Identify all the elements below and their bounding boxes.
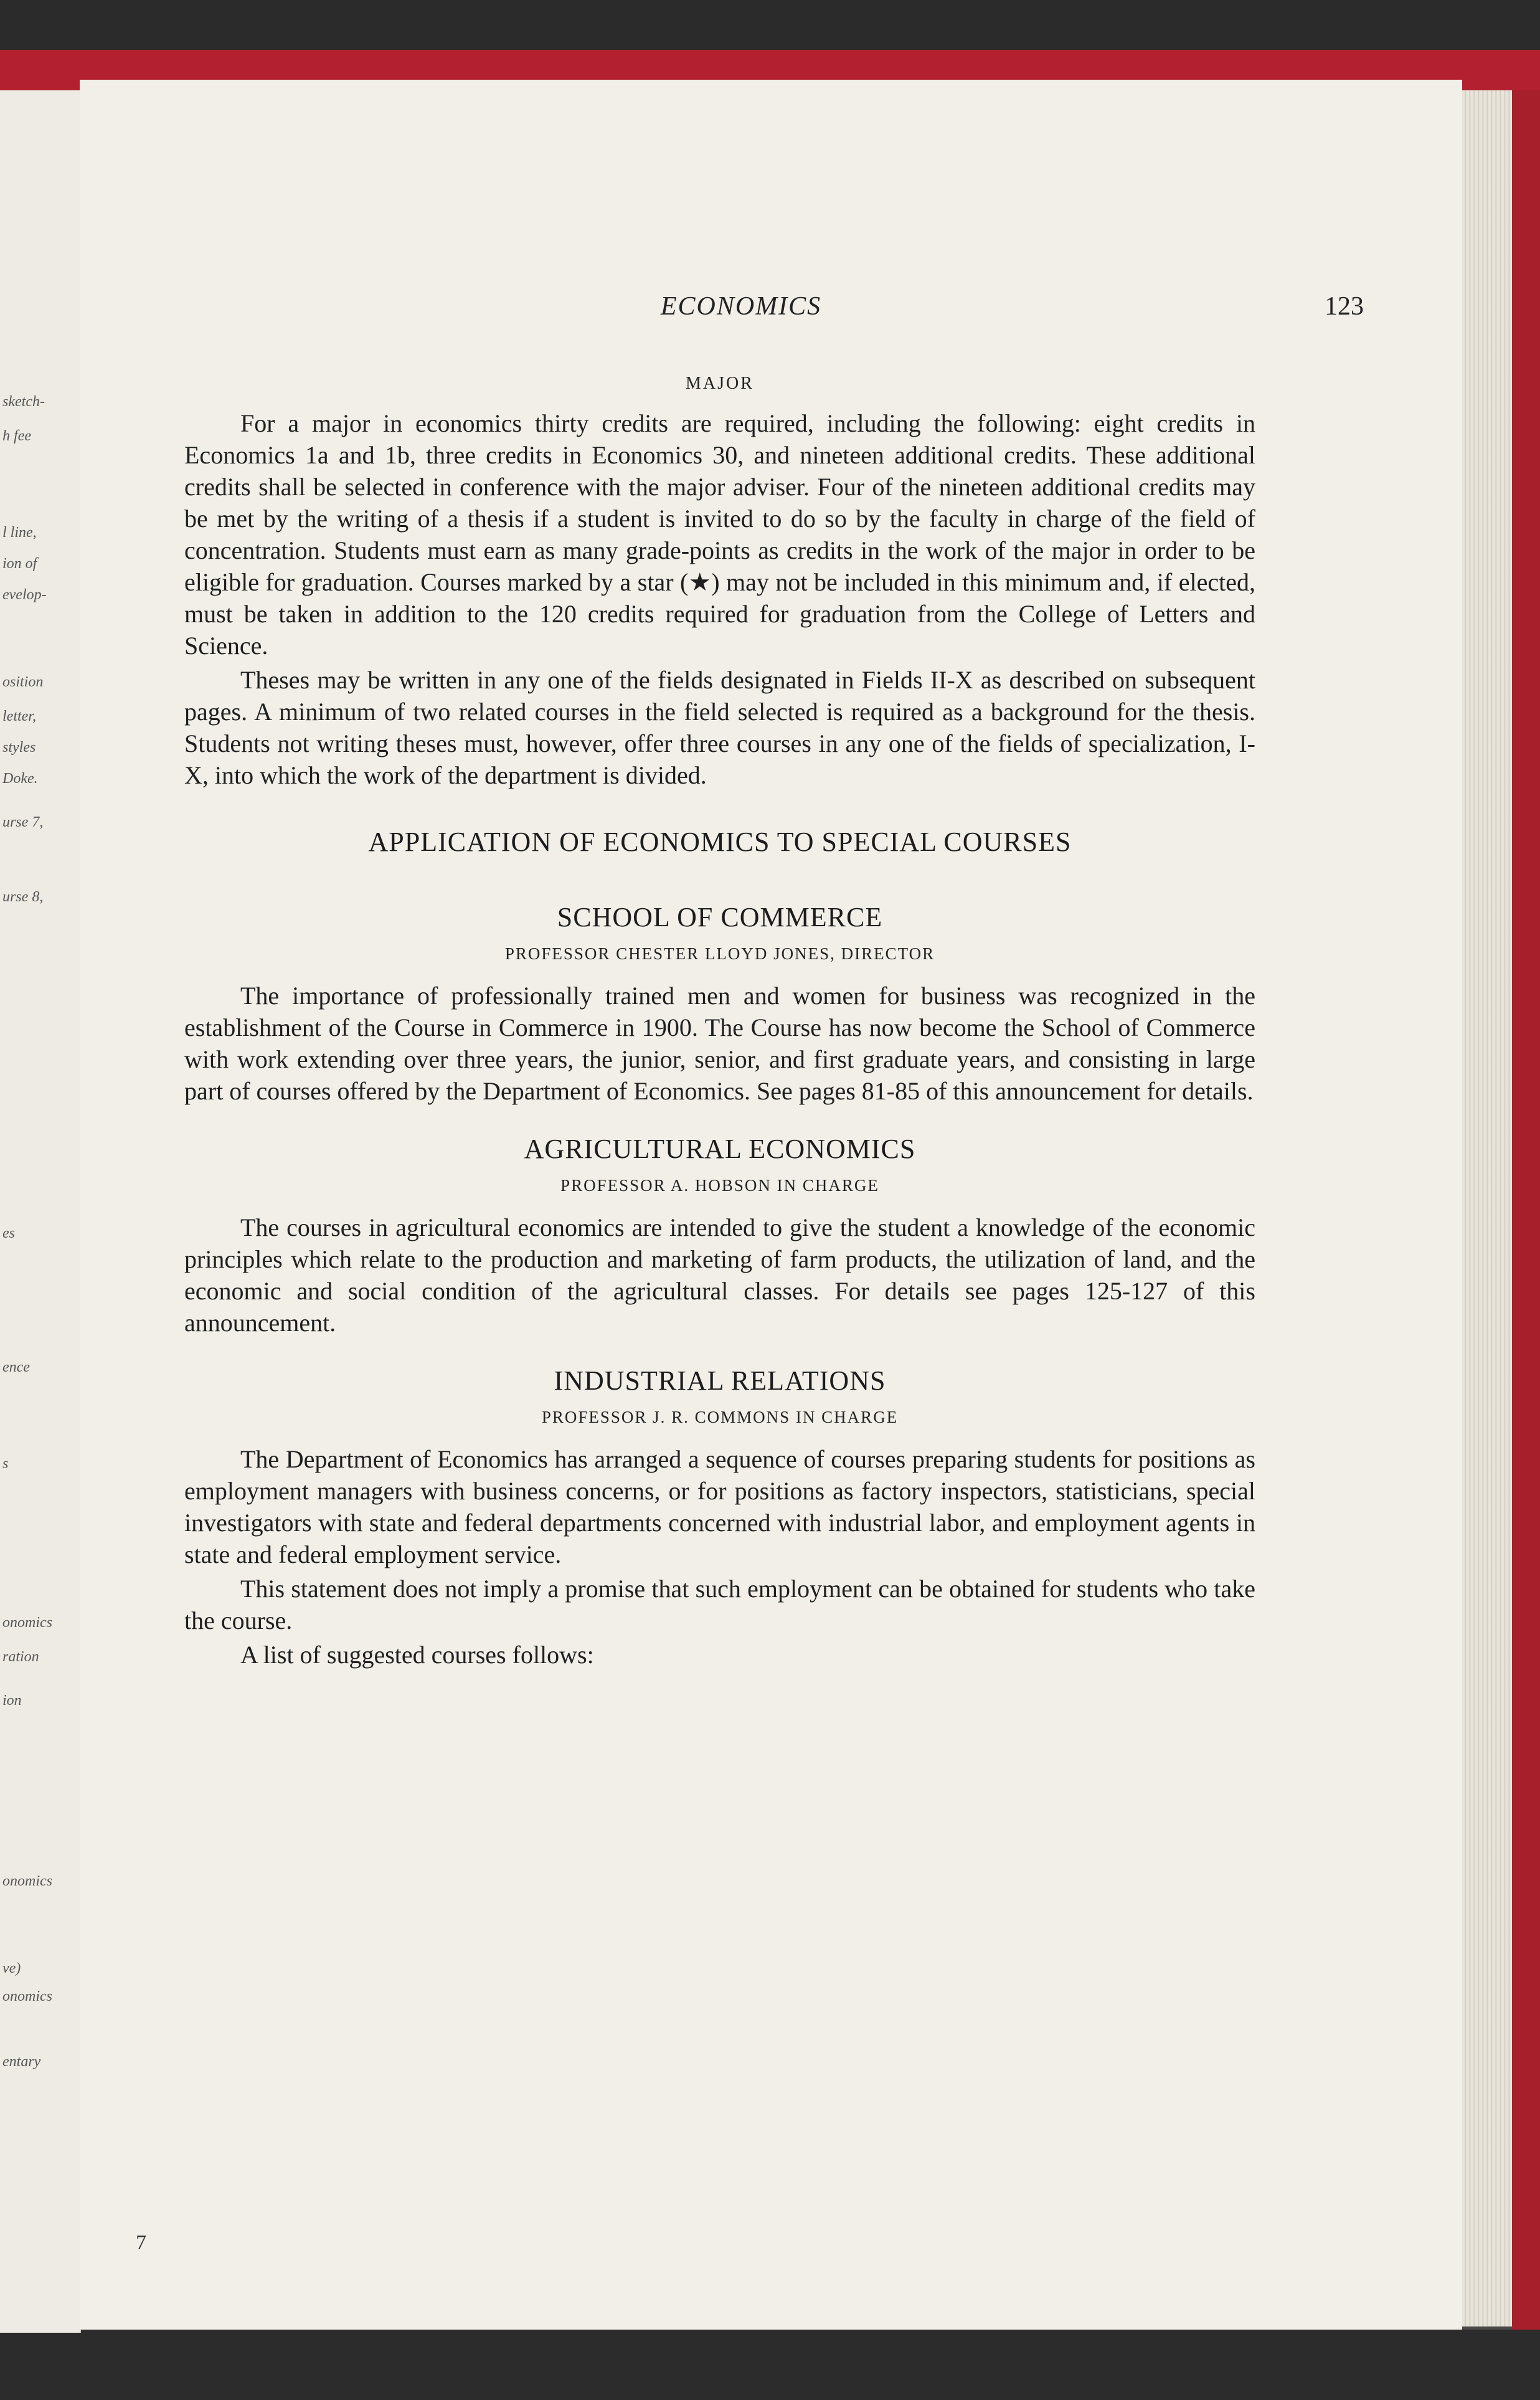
page-number: 123 [1325, 292, 1364, 321]
page-stack-edges [1462, 90, 1512, 2326]
margin-fragment: onomics [2, 1873, 52, 1889]
left-page-number: 7 [136, 2231, 146, 2254]
agricultural-heading: AGRICULTURAL ECONOMICS [524, 1134, 916, 1164]
margin-fragment: evelop- [2, 587, 47, 603]
margin-fragment: es [2, 1225, 15, 1241]
industrial-heading: INDUSTRIAL RELATIONS [554, 1365, 886, 1396]
running-head [181, 292, 1364, 329]
industrial-professor: PROFESSOR J. R. COMMONS IN CHARGE [541, 1408, 899, 1426]
industrial-paragraph: The Department of Economics has arranged a sequence of courses preparing students for positions as employment managers with business concerns, or for positions as factory inspectors, statisticians, special investigators with state and federal departments concerned with industrial labor, and employment agents in state and federal employment service. [184, 1445, 1255, 1568]
margin-fragment: entary [2, 2054, 41, 2070]
margin-fragment: styles [2, 739, 36, 756]
margin-fragment: ion of [2, 556, 37, 572]
margin-fragment: sketch- [2, 394, 45, 410]
margin-fragment: l line, [2, 524, 37, 541]
margin-fragment: osition [2, 674, 44, 690]
agricultural-professor: PROFESSOR A. HOBSON IN CHARGE [560, 1176, 879, 1195]
scanner-top-band [0, 0, 1540, 50]
left-page-edge [0, 90, 81, 2333]
margin-fragment: onomics [2, 1988, 52, 2004]
major-heading: MAJOR [686, 374, 754, 393]
application-heading: APPLICATION OF ECONOMICS TO SPECIAL COURSES [368, 827, 1072, 857]
margin-fragment: ration [2, 1649, 39, 1665]
commerce-professor: PROFESSOR CHESTER LLOYD JONES, DIRECTOR [504, 944, 935, 963]
industrial-paragraph: This statement does not imply a promise that such employment can be obtained for students who take the course. [184, 1575, 1255, 1634]
margin-fragment: letter, [2, 708, 36, 724]
page-body [184, 374, 1255, 1673]
scanner-bottom-band [0, 2330, 1540, 2400]
commerce-heading: SCHOOL OF COMMERCE [557, 902, 883, 932]
running-head-title: ECONOMICS [660, 292, 822, 321]
agricultural-paragraph: The courses in agricultural economics are intended to give the student a knowledge of the economic principles which relate to the production and marketing of farm products, the utilization of land, and the economic and social condition of the agricultural classes. For details see pages 125-127 of this announcement. [184, 1213, 1255, 1337]
margin-fragment: urse 8, [2, 889, 44, 905]
industrial-paragraph: A list of suggested courses follows: [240, 1641, 594, 1669]
major-paragraph: Theses may be written in any one of the fields designated in Fields II-X as described on subsequent pages. A minimum of two related courses in the field selected is required as a background for the thesis. Students not writing theses must, however, offer three courses in any one of the fields of specialization, I-X, into which the work of the department is divided. [184, 666, 1255, 789]
margin-fragment: Doke. [2, 771, 38, 787]
margin-fragment: urse 7, [2, 814, 44, 830]
margin-fragment: ve) [2, 1960, 21, 1976]
back-cover-edge [1512, 90, 1540, 2330]
margin-fragment: ence [2, 1359, 30, 1375]
margin-fragment: ion [2, 1692, 22, 1709]
margin-fragment: onomics [2, 1615, 52, 1631]
commerce-paragraph: The importance of professionally trained men and women for business was recognized in the establishment of the Course in Commerce in 1900. The Course has now become the School of Commerce with work extending over three years, the junior, senior, and first graduate years, and consisting in large part of courses offered by the Department of Economics. See pages 81-85 of this announcement for details. [184, 982, 1255, 1105]
margin-fragment: s [2, 1456, 9, 1472]
margin-fragment: h fee [2, 428, 31, 444]
major-paragraph: For a major in economics thirty credits are required, including the following: eight credits in Economics 1a and 1b, three credits in Economics 30, and nineteen additional credits. These additional credits shall be selected in conference with the major adviser. Four of the nineteen additional credits may be met by the writing of a thesis if a student is invited to do so by the faculty in charge of the field of concentration. Students must earn as many grade-points as credits in the work of the major in order to be eligible for graduation. Courses marked by a star (★) may not be included in this minimum and, if elected, must be taken in addition to the 120 credits required for graduation from the College of Letters and Science. [184, 409, 1255, 660]
